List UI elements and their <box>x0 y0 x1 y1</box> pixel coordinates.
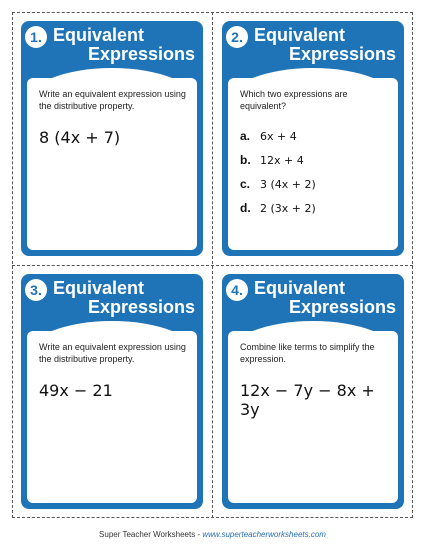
card-number-badge: 3. <box>25 279 47 301</box>
choice-letter: b. <box>240 153 251 167</box>
worksheet-sheet <box>12 12 413 518</box>
card-title-line2: Expressions <box>288 44 396 64</box>
card-expression: 8 (4x + 7) <box>39 128 121 147</box>
footer-brand: Super Teacher Worksheets - <box>99 530 203 539</box>
choice-text: 6x + 4 <box>260 130 297 143</box>
task-card-3 <box>21 274 203 509</box>
card-prompt: Which two expressions are equivalent? <box>240 89 348 111</box>
card-title-line1: Equivalent <box>53 25 145 45</box>
footer-url[interactable]: www.superteacherworksheets.com <box>202 530 326 539</box>
cut-line-horizontal <box>12 265 413 266</box>
card-title-line1: Equivalent <box>53 278 145 298</box>
card-panel <box>27 331 197 503</box>
card-expression: 12x − 7y − 8x + 3y <box>240 381 375 419</box>
card-prompt: Write an equivalent expression using the distributive property. <box>39 89 186 111</box>
choice-letter: c. <box>240 177 251 191</box>
card-prompt: Write an equivalent expression using the distributive property. <box>39 342 186 364</box>
choice-d <box>240 196 316 220</box>
choice-text: 2 (3x + 2) <box>260 202 316 215</box>
card-number-badge: 1. <box>25 26 47 48</box>
card-number-badge: 4. <box>226 279 248 301</box>
page-footer <box>0 530 425 539</box>
choice-text: 3 (4x + 2) <box>260 178 316 191</box>
card-number-badge: 2. <box>226 26 248 48</box>
choice-b <box>240 148 316 172</box>
card-panel <box>27 78 197 250</box>
task-card-4 <box>222 274 404 509</box>
choice-letter: a. <box>240 129 251 143</box>
choice-list <box>240 124 316 220</box>
card-expression: 49x − 21 <box>39 381 113 400</box>
task-card-2 <box>222 21 404 256</box>
card-title-line1: Equivalent <box>254 25 346 45</box>
card-prompt: Combine like terms to simplify the expression. <box>240 342 375 364</box>
card-title-line2: Expressions <box>87 44 195 64</box>
choice-text: 12x + 4 <box>260 154 304 167</box>
choice-letter: d. <box>240 201 251 215</box>
card-panel <box>228 331 398 503</box>
card-title-line2: Expressions <box>87 297 195 317</box>
choice-c <box>240 172 316 196</box>
card-panel <box>228 78 398 250</box>
card-title-line2: Expressions <box>288 297 396 317</box>
task-card-1 <box>21 21 203 256</box>
card-title-line1: Equivalent <box>254 278 346 298</box>
choice-a <box>240 124 316 148</box>
